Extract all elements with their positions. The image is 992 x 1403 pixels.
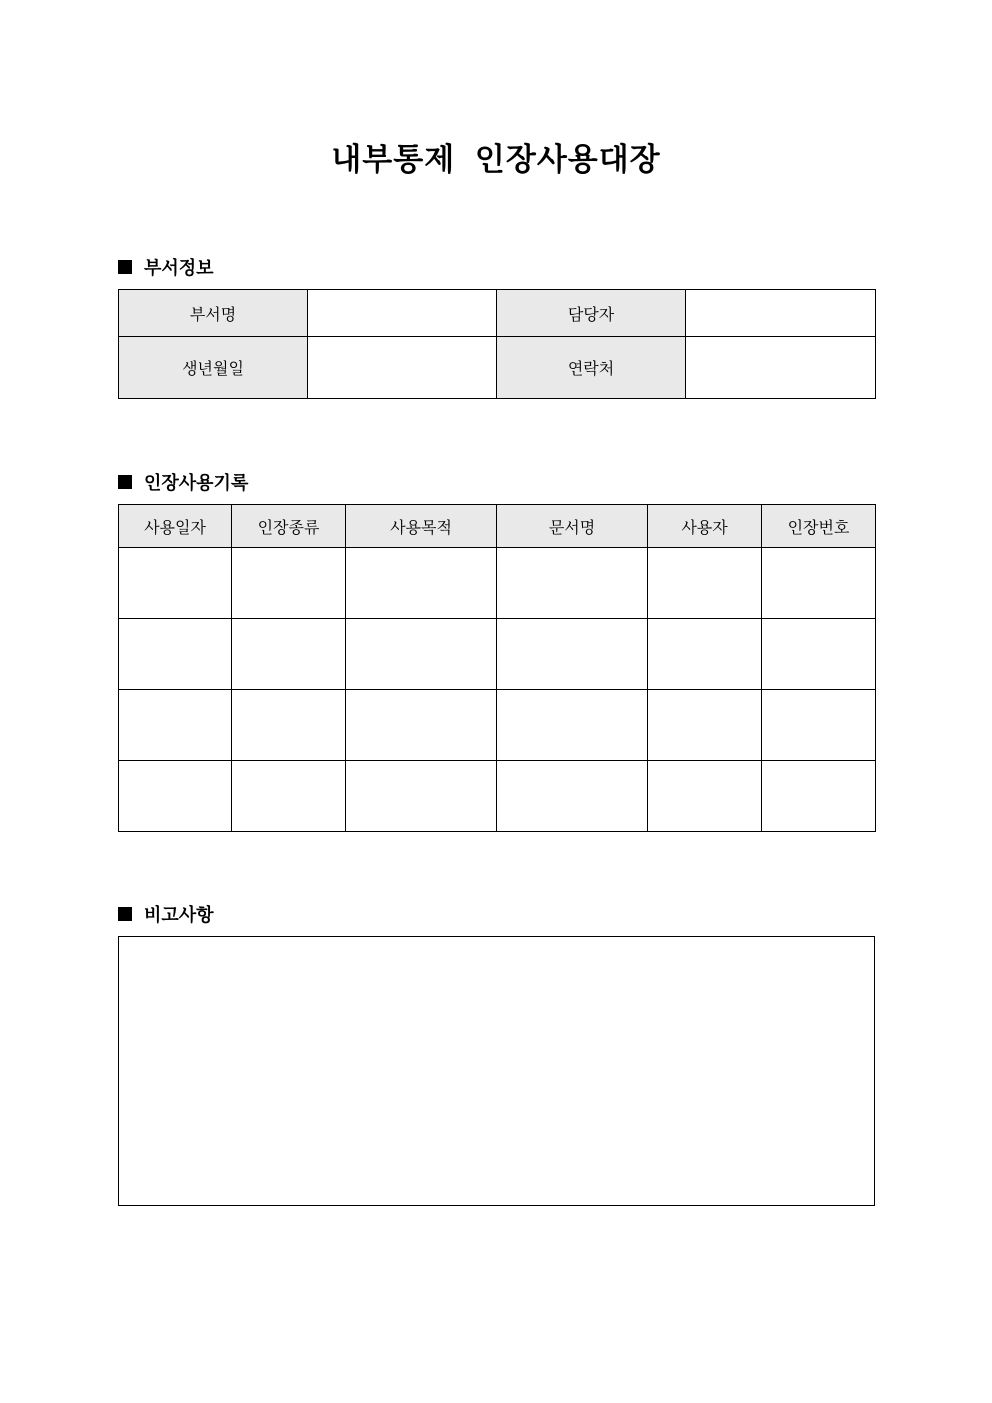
cell-seal-number[interactable] (762, 619, 876, 690)
cell-date[interactable] (119, 619, 232, 690)
cell-document[interactable] (497, 548, 648, 619)
contact-label: 연락처 (497, 337, 686, 399)
cell-purpose[interactable] (346, 690, 497, 761)
remarks-box[interactable] (118, 936, 875, 1206)
table-row (119, 619, 876, 690)
birthdate-label: 생년월일 (119, 337, 308, 399)
col-header-purpose: 사용목적 (346, 505, 497, 548)
birthdate-field[interactable] (308, 337, 497, 399)
record-section-heading (118, 469, 248, 495)
cell-date[interactable] (119, 548, 232, 619)
page-title: 내부통제 인장사용대장 (331, 142, 661, 178)
cell-document[interactable] (497, 690, 648, 761)
seal-usage-table (118, 504, 876, 832)
manager-label: 담당자 (497, 290, 686, 337)
table-header-row (119, 505, 876, 548)
col-header-document: 문서명 (497, 505, 648, 548)
dept-section-heading (118, 254, 214, 280)
dept-name-label: 부서명 (119, 290, 308, 337)
cell-seal-type[interactable] (232, 690, 346, 761)
cell-seal-type[interactable] (232, 548, 346, 619)
dept-info-row (119, 337, 876, 399)
table-row (119, 690, 876, 761)
col-header-seal-type: 인장종류 (232, 505, 346, 548)
table-row (119, 548, 876, 619)
square-bullet-icon (118, 475, 132, 489)
cell-seal-type[interactable] (232, 619, 346, 690)
col-header-user: 사용자 (648, 505, 762, 548)
col-header-seal-number: 인장번호 (762, 505, 876, 548)
table-row (119, 761, 876, 832)
dept-info-row (119, 290, 876, 337)
cell-seal-number[interactable] (762, 690, 876, 761)
cell-user[interactable] (648, 761, 762, 832)
cell-purpose[interactable] (346, 619, 497, 690)
cell-document[interactable] (497, 761, 648, 832)
remarks-section-title: 비고사항 (144, 905, 214, 926)
cell-user[interactable] (648, 548, 762, 619)
record-section-title: 인장사용기록 (144, 473, 249, 494)
square-bullet-icon (118, 907, 132, 921)
cell-seal-number[interactable] (762, 761, 876, 832)
cell-user[interactable] (648, 619, 762, 690)
dept-name-field[interactable] (308, 290, 497, 337)
cell-user[interactable] (648, 690, 762, 761)
manager-field[interactable] (686, 290, 876, 337)
square-bullet-icon (118, 260, 132, 274)
cell-document[interactable] (497, 619, 648, 690)
contact-field[interactable] (686, 337, 876, 399)
dept-section-title: 부서정보 (144, 258, 214, 279)
cell-purpose[interactable] (346, 761, 497, 832)
col-header-date: 사용일자 (119, 505, 232, 548)
cell-date[interactable] (119, 690, 232, 761)
cell-date[interactable] (119, 761, 232, 832)
cell-seal-number[interactable] (762, 548, 876, 619)
dept-info-table (118, 289, 876, 399)
remarks-section-heading (118, 901, 214, 927)
cell-seal-type[interactable] (232, 761, 346, 832)
cell-purpose[interactable] (346, 548, 497, 619)
